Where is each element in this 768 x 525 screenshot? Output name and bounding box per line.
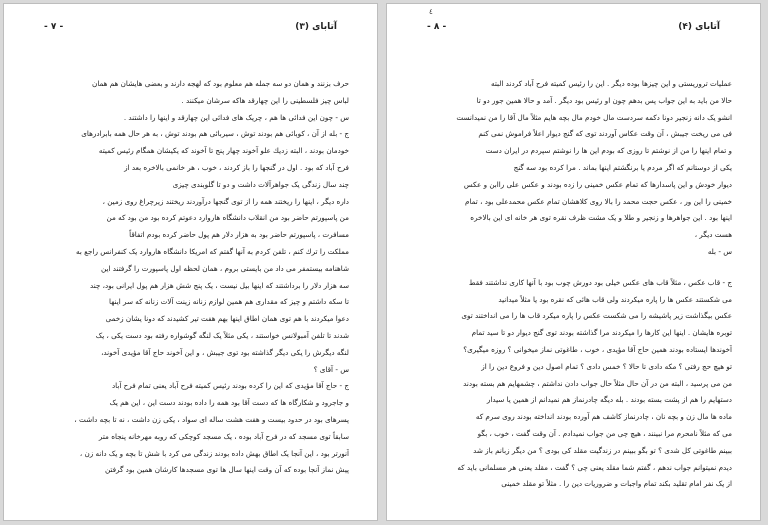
text-line: تو هیچ حج رفتی ؟ مكه دادی تا حالا ؟ خمس دادی ؟ تمام اصول دین و فروع دین را از — [481, 361, 732, 371]
text-line: و جاجرود و شكارگاه ها كه دست آقا بود همه را داده بودند دست این ، این هم یک — [109, 398, 349, 408]
text-line: لباس چیز فلسطینی را این چهارقد هاكه سرشان میكنند . — [181, 95, 349, 105]
left-page — [3, 3, 378, 521]
text-line: ماده ها مال زن و بچه نان ، چادرنماز كاشف هم آورده بودند انداخته بودند روی سرم كه — [475, 412, 732, 422]
text-line: فی می ریخت جیبش ، آن وقت عكاس آوردند توی كه گنج دیوار اعلاً فراموش نمی كنم — [478, 129, 732, 139]
text-line: توبره هایشان . اینها این كارها را میكردند مرا گذاشته بودند توی گنج دیوار دو تا سید تمام — [471, 328, 732, 338]
body-text — [32, 76, 349, 479]
text-line: خمینی را این ور ، عكس حجت محمد را بالا روی كلاهشان تمام عكس محمدعلی بود ، تمام — [465, 196, 732, 206]
text-line: فرح آباد كه بود . اول در گنجها را باز كردند ، خوب ، هر خانمی بالاخره بعد از — [124, 162, 349, 172]
text-line: عملیات تروریستی و این چیزها بوده دیگر . این را رئیس كمیته فرح آباد كردند البته — [491, 79, 732, 88]
text-line: آخوندها ایستاده بودند همین حاج آقا مؤیدی ، خوب ، طاغوتی نماز میخوانی ؟ روزه میگیری؟ — [463, 344, 732, 354]
text-line: اینها بود . این جواهرها و زنجیر و طلا و یک مشت ظرف نقره توی هر خانه ای این بالاخره — [470, 213, 732, 223]
text-line: پیش نماز آنجا بوده كه آن وقت اینها سال ها توی مسجدها كارشان همین بود گرفتن — [104, 465, 349, 475]
text-line: دستهایم را هم از پشت بسته بودند . بله دیگه چادرنماز هم نمیدانم از همین یا سیدار — [486, 395, 732, 405]
text-line: حرف بزنند و همان دو سه جمله هم معلوم بود كه لهجه دارند و بعضی هایشان هم همان — [92, 79, 349, 88]
text-line: شاهنامه بیستمفر می داد من بایستی بروم ، همان لحظه اول پاسپورت را گرفتند این — [101, 263, 349, 273]
text-line: از یک نفر امام تقلید بكند تمام واجبات و ضروریات دین را . مثلاً تو مقلد خمینی — [501, 479, 732, 489]
text-line: دیوار خودش و این پاسدارها كه تمام عكس خمینی را زده بودند و عكس علی راابن و عكس — [463, 179, 732, 189]
text-line: مملكت را ترك كنم ، تلفن كردم به آنها گفتم كه امریكا دانشگاه هاروارد یک كنفرانس راجع به — [76, 246, 349, 256]
text-line: سابقاً توی مسجد كه در فرح آباد بوده ، یک مسجد كوچكی كه روبه مهرخانه پنجاه متر — [98, 431, 349, 441]
text-line: یكی از دوستانم كه اگر مردم یا برنگشتم اینها بماند . مرا كرده بود سه گنج — [513, 162, 732, 172]
text-line: آنورتر بود ، این آنجا یک اطاق بهش داده بودند زندگی می كرد با شش تا بچه و یک دانه زن ، — [79, 448, 349, 458]
text-line: هست دیگر ، — [694, 230, 732, 240]
text-line: می كه مثلاً نامحرم مرا نبینند ، هیچ چی من جواب نمیدادم . آن وقت گفت ، خوب ، بگو — [477, 428, 732, 438]
text-line: ج - حاج آقا مؤیدی كه این را كرده بودند رئیس كمیته فرح آباد یعنی تمام فرح آباد — [111, 381, 349, 391]
text-line: داره دیگر ، اینها را ریختند همه را از توی گنجها درآوردند ریختند زیرچراغ روی زمین ، — [102, 196, 349, 206]
text-line: لنگه دیگرش را یكی دیگر گذاشته بود توی جیبش ، و این آخوند حاج آقا مؤیدی آخوند، — [101, 347, 349, 357]
right-page — [386, 3, 761, 521]
text-line: انشو یک دانه زنجیر دونا دكمه سردست مال خودم مال بچه هایم مثلاً مال آقا را من نمیدانست — [456, 112, 732, 122]
text-line: من پاسپورتم حاضر بود من انقلاب دانشگاه هاروارد دعوتم كرده بود من بود كه من — [106, 213, 349, 223]
paragraph-gap — [415, 261, 732, 275]
text-line: دعوا میكردند با هم توی همان اطاق اینها بهم هفت تیر كشیدند كه دونا یشان زخمی — [105, 314, 349, 324]
body-text — [415, 76, 732, 493]
text-line: مسافرت ، پاسپورتم حاضر بود به هزار دلار هم پول حاضر كرده بودم اتفاقاً — [129, 230, 349, 240]
text-line: می شكستند عكس ها را پاره میكردند ولی قاب هائی كه نقره بود یا مثلاً میدانید — [498, 294, 732, 304]
text-line: چند سال زندگی یک جواهرآلات داشت و دو تا گلوبندی چیزی — [172, 179, 349, 189]
text-line: ج - قاب عكس ، مثلاً قاب های عكس خیلی بود دورش چوب بود با آنها كاری نداشتند فقط — [468, 277, 732, 287]
page-mark: ٤ — [429, 8, 433, 16]
text-line: تا سكه داشتم و چیز كه مقداری هم همین لوازم زنانه زینت آلات زنانه كه سر اینها — [109, 297, 349, 307]
text-line: دیدم نمیتوانم جواب ندهم ، گفتم شما مقلد یعنی چی ؟ گفت ، مقلد یعنی هر مسلمانی باید كه — [457, 462, 732, 472]
header-title: آتابای (۴) — [678, 22, 720, 32]
text-line: شدند تا تلفن آمبولانس خواستند ، یكی مثلاً یک لنگه گوشواره رفته بود دست یكی ، یک — [95, 330, 349, 340]
text-line: عكس بیگذاشت زیر پاشیشه را می شكست عكس را پاره میكرد قاب ها را می انداختند توی — [461, 311, 732, 321]
text-line: س - آقای ؟ — [313, 364, 349, 374]
text-line: حالا من باید به این جواب پس بدهم چون او رئیس بود دیگر . آمد و حالا همین جور دو تا — [476, 95, 732, 105]
text-line: و تمام اینها را من از نوشتم تا روزی كه بودم این ها را نوشتم سپردم در ایران دست — [485, 146, 732, 156]
text-line: سه هزار دلار را برداشتند كه اینها بیل نیست ، یک پنج شش هزار هم پول ایرانی بود، چند — [89, 280, 349, 290]
text-line: من می پرسید ، البته من در آن حال مثلاً حال جواب دادن نداشتم ، چشمهایم هم بسته بودند — [463, 378, 732, 388]
text-line: پسرهای بود در حدود بیست و هفت هشت ساله ای سواد ، یكی زن داشت ، نه تا بچه داشت ، — [74, 414, 349, 424]
text-line: س - بله — [707, 246, 732, 256]
page-number: - ۸ - — [427, 22, 447, 32]
text-line: ج - بله از آن ، كوبائی هم بودند توش ، سیربائی هم بودند توش ، به هر حال همه بابرادرهای — [81, 129, 349, 139]
page-header — [44, 22, 337, 36]
header-title: آتابای (۳) — [295, 22, 337, 32]
text-line: خودمان بودند ، البته زدیك علو آخوند چهار پنج تا آخوند كه یكیشان همگام رئیس كمیته — [98, 146, 349, 156]
page-number: - ۷ - — [44, 22, 64, 32]
text-line: ببینم طاغوتی كل شدی ؟ تو بگو ببینم در زندگیت مقلد كی بودی ؟ من دیگر زبانم باز شد — [473, 445, 732, 455]
page-header — [427, 22, 720, 36]
text-line: س - چون این فدائی ها هم ، چریک های فدائی این چهارقد و اینها را داشتند . — [123, 112, 349, 122]
